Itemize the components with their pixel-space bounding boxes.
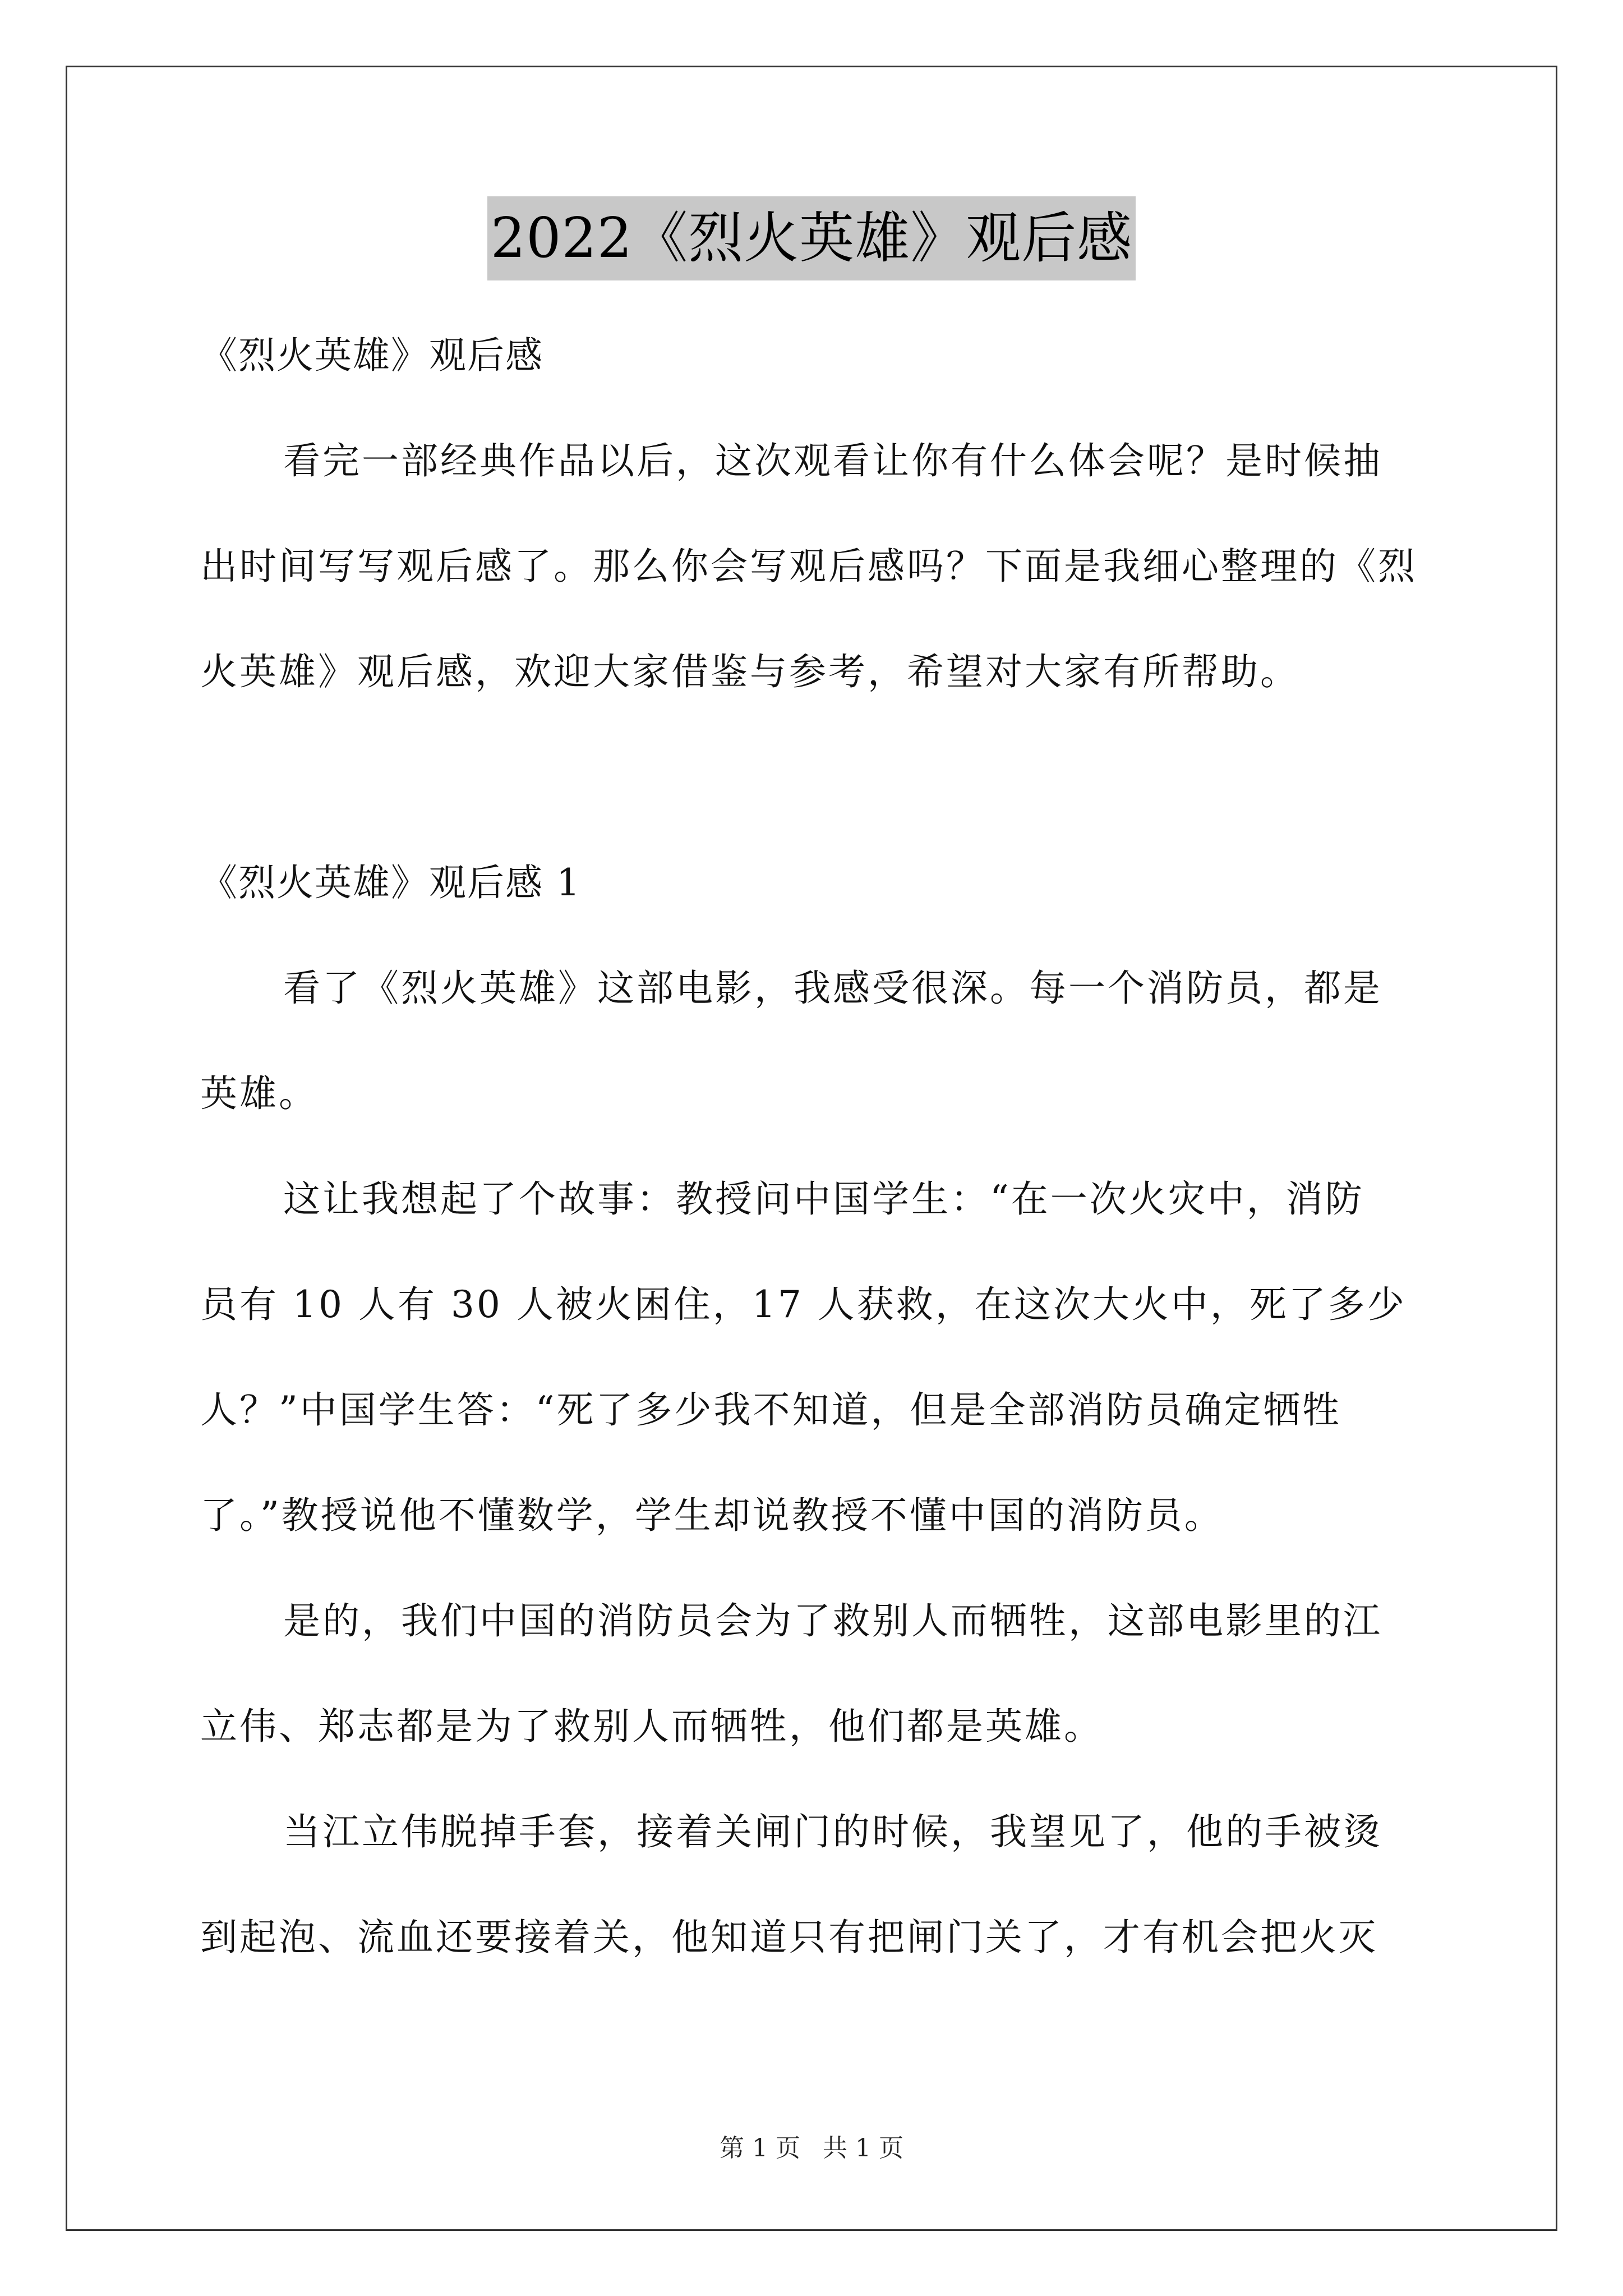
document-subtitle: 《烈火英雄》观后感 (200, 334, 543, 377)
paragraph-line: 人？”中国学生答：“死了多少我不知道，但是全部消防员确定牺牲 (200, 1388, 1342, 1432)
intro-line: 出时间写写观后感了。那么你会写观后感吗？下面是我细心整理的《烈 (200, 545, 1417, 588)
document-body (200, 303, 1434, 1990)
paragraph-line: 员有 10 人有 30 人被火困住，17 人获救，在这次大火中，死了多少 (200, 1283, 1407, 1326)
intro-paragraph (200, 408, 1434, 725)
page-number-total: 共 1 页 (823, 2134, 903, 2162)
paragraph-3 (200, 1568, 1434, 1779)
paragraph-line: 看了《烈火英雄》这部电影，我感受很深。每一个消防员，都是 (283, 967, 1382, 1010)
paragraph-line: 了。”教授说他不懂数学，学生却说教授不懂中国的消防员。 (200, 1494, 1224, 1537)
paragraph-line: 这让我想起了个故事：教授问中国学生：“在一次火灾中，消防 (283, 1177, 1364, 1221)
paragraph-line: 当江立伟脱掉手套，接着关闸门的时候，我望见了，他的手被烫 (283, 1810, 1382, 1853)
paragraph-line: 是的，我们中国的消防员会为了救别人而牺牲，这部电影里的江 (283, 1599, 1382, 1642)
paragraph-1 (200, 936, 1434, 1147)
document-title: 2022《烈火英雄》观后感 (487, 196, 1136, 280)
paragraph-4 (200, 1779, 1434, 1990)
paragraph-line: 立伟、郑志都是为了救别人而牺牲，他们都是英雄。 (200, 1705, 1103, 1748)
section-spacer (200, 725, 1434, 830)
intro-line: 火英雄》观后感，欢迎大家借鉴与参考，希望对大家有所帮助。 (200, 650, 1299, 693)
section-heading: 《烈火英雄》观后感 1 (200, 861, 581, 904)
paragraph-line: 英雄。 (200, 1072, 318, 1115)
title-wrap (0, 196, 1623, 280)
paragraph-line: 到起泡、流血还要接着关，他知道只有把闸门关了，才有机会把火灭 (200, 1916, 1378, 1959)
intro-line: 看完一部经典作品以后，这次观看让你有什么体会呢？是时候抽 (283, 439, 1382, 482)
page-number-current: 第 1 页 (720, 2134, 800, 2162)
paragraph-2 (200, 1147, 1434, 1568)
page-footer (0, 2132, 1623, 2165)
